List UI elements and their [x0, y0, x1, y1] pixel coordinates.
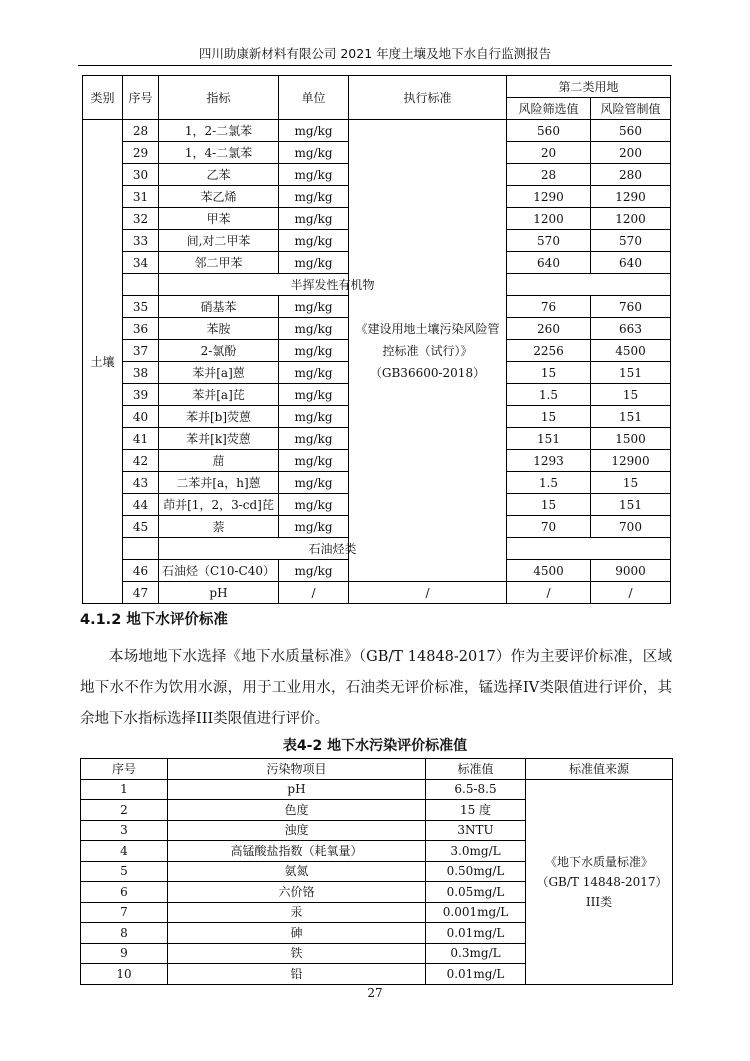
screening-value: 1290 [507, 186, 591, 208]
row-number: 5 [81, 861, 168, 882]
row-number: 29 [123, 142, 159, 164]
header-standard: 执行标准 [349, 76, 507, 120]
control-value: 15 [591, 472, 671, 494]
pollutant-item: 浊度 [168, 820, 426, 841]
body-paragraph: 本场地地下水选择《地下水质量标准》（GB/T 14848-2017）作为主要评价标准，区域地下水不作为饮用水源，用于工业用水，石油类无评价标准，锰选择IV类限值进行评价，其余地下水指标选择III类限值进行评价。 [80, 649, 672, 727]
table-caption: 表4-2 地下水污染评价标准值 [282, 738, 468, 754]
standard-value: 0.05mg/L [426, 882, 526, 903]
pollutant-item: 铅 [168, 964, 426, 985]
row-number: 7 [81, 902, 168, 923]
header-item: 污染物项目 [168, 759, 426, 780]
header-screening: 风险筛选值 [507, 98, 591, 120]
subheader-label: 半挥发性有机物 [159, 274, 507, 296]
standard-value: 0.01mg/L [426, 923, 526, 944]
row-number: 45 [123, 516, 159, 538]
indicator-name: 间,对二甲苯 [159, 230, 279, 252]
indicator-name: 苯并[a]芘 [159, 384, 279, 406]
row-number: 41 [123, 428, 159, 450]
row-number: 34 [123, 252, 159, 274]
screening-value: 20 [507, 142, 591, 164]
control-value: 570 [591, 230, 671, 252]
header-source: 标准值来源 [526, 759, 673, 780]
indicator-name: 茚并[1，2，3-cd]芘 [159, 494, 279, 516]
row-number: 38 [123, 362, 159, 384]
row-number: 2 [81, 800, 168, 821]
standard-value: 0.01mg/L [426, 964, 526, 985]
screening-value: 1293 [507, 450, 591, 472]
screening-value: 1.5 [507, 384, 591, 406]
header-value: 标准值 [426, 759, 526, 780]
control-value: 9000 [591, 560, 671, 582]
row-number: 43 [123, 472, 159, 494]
indicator-name: 萘 [159, 516, 279, 538]
pollutant-item: 汞 [168, 902, 426, 923]
control-value: 12900 [591, 450, 671, 472]
unit-cell: / [279, 582, 349, 604]
standard-value: 6.5-8.5 [426, 779, 526, 800]
control-value: 151 [591, 494, 671, 516]
control-value: 151 [591, 406, 671, 428]
standard-value: 3NTU [426, 820, 526, 841]
row-number: 44 [123, 494, 159, 516]
header-no: 序号 [123, 76, 159, 120]
row-number: 40 [123, 406, 159, 428]
screening-value: 1200 [507, 208, 591, 230]
row-number: 9 [81, 943, 168, 964]
unit-cell: mg/kg [279, 340, 349, 362]
screening-value: 15 [507, 494, 591, 516]
row-number: 37 [123, 340, 159, 362]
table-row [83, 582, 671, 604]
pollutant-item: 砷 [168, 923, 426, 944]
row-number: 36 [123, 318, 159, 340]
subheader-row [83, 274, 671, 296]
standard-value: 15 度 [426, 800, 526, 821]
unit-cell: mg/kg [279, 142, 349, 164]
row-number: 33 [123, 230, 159, 252]
indicator-name: 乙苯 [159, 164, 279, 186]
unit-cell: mg/kg [279, 362, 349, 384]
report-header: 四川助康新材料有限公司 2021 年度土壤及地下水自行监测报告 [198, 46, 552, 61]
standard-cell: 《建设用地土壤污染风险管控标准（试行）》（GB36600-2018） [349, 120, 507, 582]
row-number: 35 [123, 296, 159, 318]
pollutant-item: 氨氮 [168, 861, 426, 882]
indicator-name: 邻二甲苯 [159, 252, 279, 274]
unit-cell: mg/kg [279, 120, 349, 142]
screening-value: 70 [507, 516, 591, 538]
indicator-name: 2-氯酚 [159, 340, 279, 362]
indicator-name: 苯并[k]荧蒽 [159, 428, 279, 450]
blank-cell [123, 538, 159, 560]
page-number: 27 [367, 986, 383, 1000]
row-number: 46 [123, 560, 159, 582]
unit-cell: mg/kg [279, 560, 349, 582]
blank-cell [507, 538, 671, 560]
indicator-name: pH [159, 582, 279, 604]
indicator-name: 䓛 [159, 450, 279, 472]
indicator-name: 甲苯 [159, 208, 279, 230]
blank-cell [123, 274, 159, 296]
screening-value: 15 [507, 406, 591, 428]
control-value: 280 [591, 164, 671, 186]
standard-value: 0.3mg/L [426, 943, 526, 964]
unit-cell: mg/kg [279, 186, 349, 208]
table-row [81, 779, 673, 800]
unit-cell: mg/kg [279, 428, 349, 450]
pollutant-item: 六价铬 [168, 882, 426, 903]
screening-value: 2256 [507, 340, 591, 362]
unit-cell: mg/kg [279, 208, 349, 230]
standard-value: 0.001mg/L [426, 902, 526, 923]
header-no: 序号 [81, 759, 168, 780]
control-value: 200 [591, 142, 671, 164]
indicator-name: 硝基苯 [159, 296, 279, 318]
category-cell: 土壤 [83, 120, 123, 604]
unit-cell: mg/kg [279, 406, 349, 428]
standard-source: 《地下水质量标准》（GB/T 14848-2017）III类 [526, 779, 673, 984]
row-number: 1 [81, 779, 168, 800]
pollutant-item: 色度 [168, 800, 426, 821]
indicator-name: 1，2-二氯苯 [159, 120, 279, 142]
indicator-name: 石油烃（C10-C40） [159, 560, 279, 582]
header-control: 风险管制值 [591, 98, 671, 120]
row-number: 8 [81, 923, 168, 944]
unit-cell: mg/kg [279, 318, 349, 340]
screening-value: 4500 [507, 560, 591, 582]
header-unit: 单位 [279, 76, 349, 120]
control-value: 1500 [591, 428, 671, 450]
control-value: 640 [591, 252, 671, 274]
unit-cell: mg/kg [279, 472, 349, 494]
row-number: 42 [123, 450, 159, 472]
groundwater-standard-table [80, 758, 673, 985]
indicator-name: 1，4-二氯苯 [159, 142, 279, 164]
control-value: 1200 [591, 208, 671, 230]
control-value: 560 [591, 120, 671, 142]
header-indicator: 指标 [159, 76, 279, 120]
control-value: 1290 [591, 186, 671, 208]
header-category: 类别 [83, 76, 123, 120]
screening-value: 640 [507, 252, 591, 274]
pollutant-item: pH [168, 779, 426, 800]
screening-value: 151 [507, 428, 591, 450]
control-value: 700 [591, 516, 671, 538]
subheader-label: 石油烃类 [159, 538, 507, 560]
section-title: 4.1.2 地下水评价标准 [80, 612, 228, 628]
soil-standard-table [82, 75, 671, 604]
unit-cell: mg/kg [279, 384, 349, 406]
pollutant-item: 铁 [168, 943, 426, 964]
control-value: / [591, 582, 671, 604]
unit-cell: mg/kg [279, 252, 349, 274]
screening-value: 76 [507, 296, 591, 318]
control-value: 663 [591, 318, 671, 340]
indicator-name: 二苯并[a，h]蒽 [159, 472, 279, 494]
row-number: 4 [81, 841, 168, 862]
indicator-name: 苯乙烯 [159, 186, 279, 208]
screening-value: 28 [507, 164, 591, 186]
unit-cell: mg/kg [279, 494, 349, 516]
control-value: 4500 [591, 340, 671, 362]
row-number: 47 [123, 582, 159, 604]
unit-cell: mg/kg [279, 230, 349, 252]
unit-cell: mg/kg [279, 516, 349, 538]
standard-value: 0.50mg/L [426, 861, 526, 882]
header-land-class: 第二类用地 [507, 76, 671, 98]
screening-value: 1.5 [507, 472, 591, 494]
unit-cell: mg/kg [279, 296, 349, 318]
control-value: 15 [591, 384, 671, 406]
blank-cell [507, 274, 671, 296]
control-value: 760 [591, 296, 671, 318]
indicator-name: 苯并[a]蒽 [159, 362, 279, 384]
header-rule [78, 65, 672, 66]
control-value: 151 [591, 362, 671, 384]
screening-value: 560 [507, 120, 591, 142]
row-number: 10 [81, 964, 168, 985]
row-number: 30 [123, 164, 159, 186]
pollutant-item: 高锰酸盐指数（耗氧量） [168, 841, 426, 862]
row-number: 3 [81, 820, 168, 841]
row-number: 28 [123, 120, 159, 142]
unit-cell: mg/kg [279, 450, 349, 472]
standard-value: 3.0mg/L [426, 841, 526, 862]
screening-value: 260 [507, 318, 591, 340]
row-number: 39 [123, 384, 159, 406]
row-number: 32 [123, 208, 159, 230]
standard-cell: / [349, 582, 507, 604]
screening-value: 570 [507, 230, 591, 252]
subheader-row [83, 538, 671, 560]
screening-value: 15 [507, 362, 591, 384]
unit-cell: mg/kg [279, 164, 349, 186]
indicator-name: 苯并[b]荧蒽 [159, 406, 279, 428]
screening-value: / [507, 582, 591, 604]
table-row [83, 120, 671, 142]
indicator-name: 苯胺 [159, 318, 279, 340]
row-number: 31 [123, 186, 159, 208]
row-number: 6 [81, 882, 168, 903]
